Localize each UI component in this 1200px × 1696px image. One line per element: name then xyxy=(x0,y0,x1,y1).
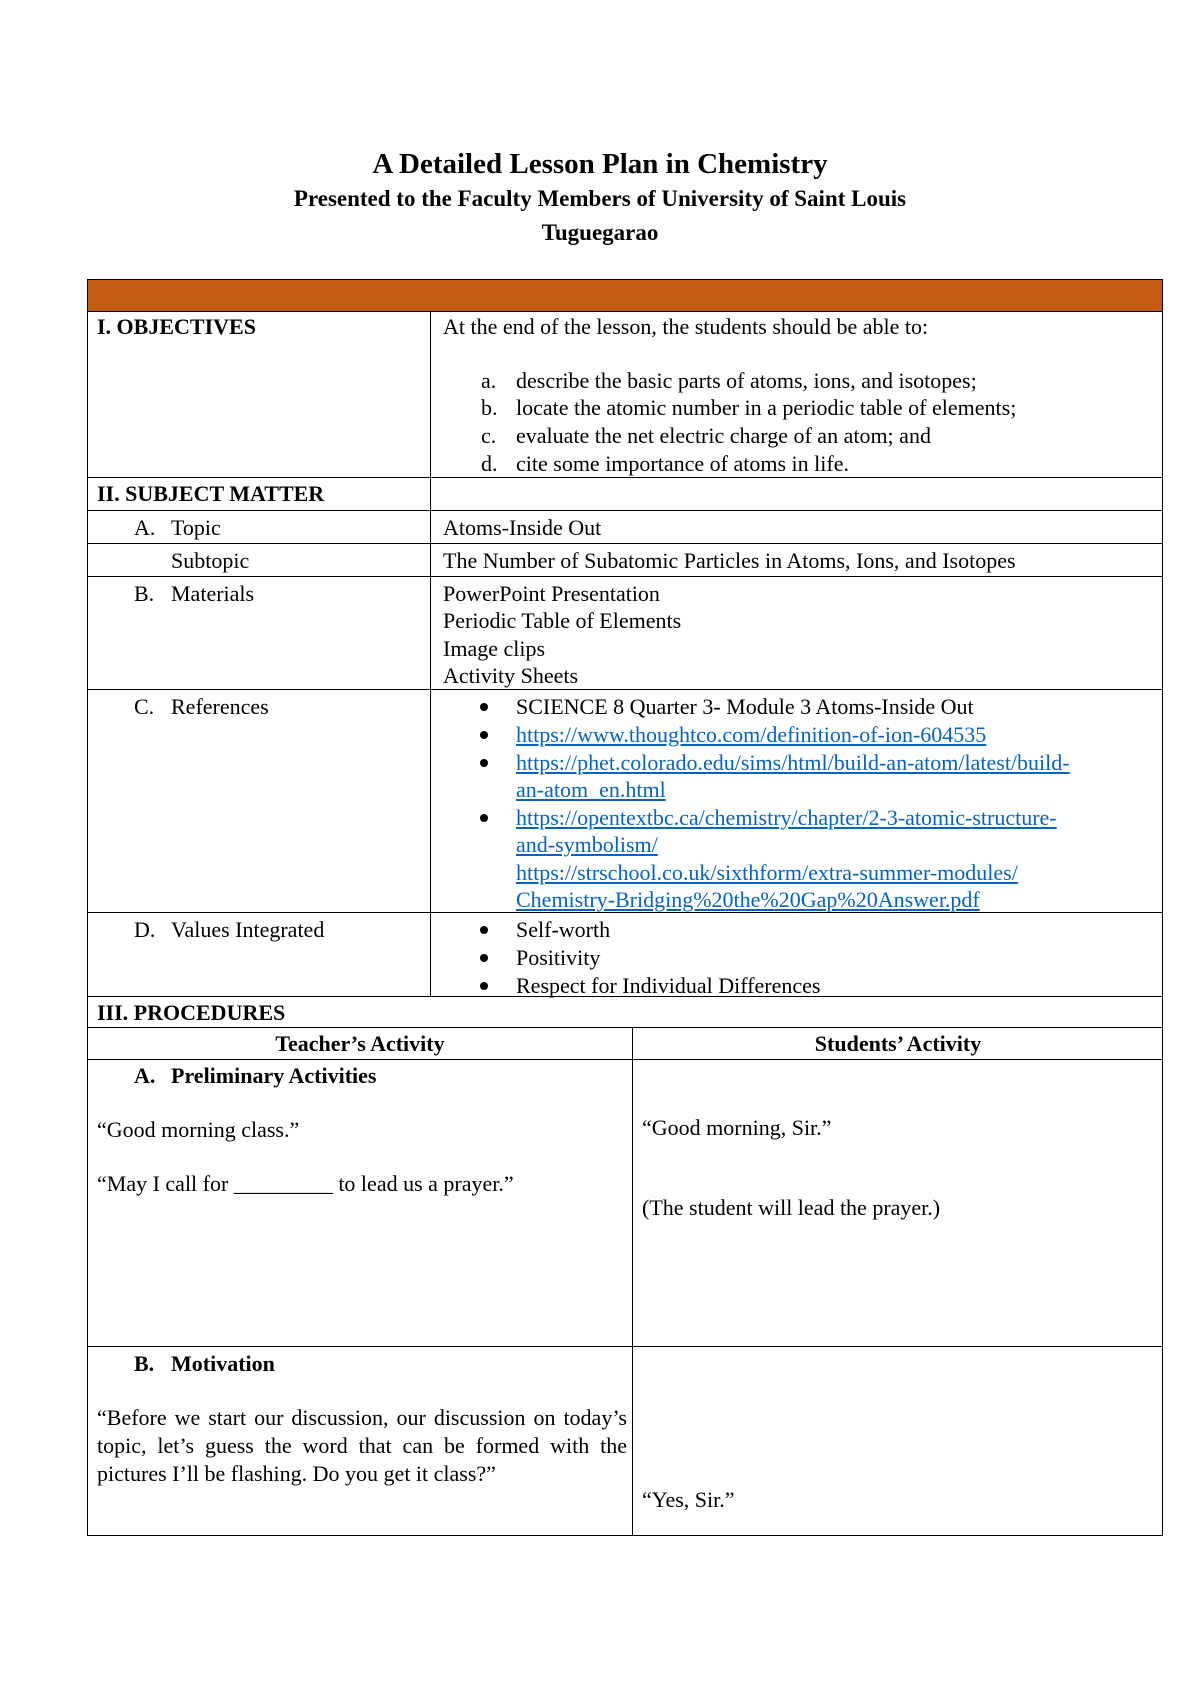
teacher-activity-header: Teacher’s Activity xyxy=(275,1031,445,1056)
row-divider xyxy=(87,510,1163,511)
material-item: Image clips xyxy=(443,636,546,661)
row-divider xyxy=(87,1059,1163,1060)
value-item: Respect for Individual Differences xyxy=(516,973,821,998)
reference-link[interactable]: https://phet.colorado.edu/sims/html/build-an-atom/latest/build- xyxy=(516,750,1070,775)
values-label: Values Integrated xyxy=(171,917,325,942)
row-divider xyxy=(87,311,1163,312)
motivation-teacher-text: “Before we start our discussion, our discussion on today’s topic, let’s guess the word that can be formed with the pictures I’ll be flashing. Do you get it class?” xyxy=(97,1405,627,1486)
topic-label: Topic xyxy=(171,515,221,540)
material-item: Periodic Table of Elements xyxy=(443,608,682,633)
references-label: References xyxy=(171,694,269,719)
reference-link[interactable]: https://strschool.co.uk/sixthform/extra-summer-modules/ xyxy=(516,860,1018,885)
topic-value: Atoms-Inside Out xyxy=(443,515,602,540)
objective-marker: b. xyxy=(481,395,498,420)
preliminary-title: Preliminary Activities xyxy=(171,1063,377,1088)
objective-item: evaluate the net electric charge of an atom; and xyxy=(516,423,931,448)
row-divider xyxy=(87,689,1163,690)
objectives-intro: At the end of the lesson, the students should be able to: xyxy=(443,314,929,339)
materials-marker: B. xyxy=(134,581,155,606)
objective-item: describe the basic parts of atoms, ions, and isotopes; xyxy=(516,368,977,393)
bullet-icon xyxy=(480,703,488,711)
reference-link[interactable]: Chemistry-Bridging%20the%20Gap%20Answer.pdf xyxy=(516,887,980,912)
column-divider xyxy=(430,311,431,996)
motivation-marker: B. xyxy=(134,1351,155,1376)
material-item: PowerPoint Presentation xyxy=(443,581,660,606)
row-divider xyxy=(87,576,1163,577)
column-divider xyxy=(632,1027,633,1536)
motivation-student-text: “Yes, Sir.” xyxy=(642,1487,735,1512)
row-divider xyxy=(87,1346,1163,1347)
material-item: Activity Sheets xyxy=(443,663,579,688)
value-item: Positivity xyxy=(516,945,601,970)
objective-marker: a. xyxy=(481,368,497,393)
objective-item: locate the atomic number in a periodic table of elements; xyxy=(516,395,1017,420)
bullet-icon xyxy=(480,954,488,962)
bullet-icon xyxy=(480,982,488,990)
teacher-prayer-request: “May I call for _________ to lead us a prayer.” xyxy=(97,1171,514,1196)
row-divider xyxy=(87,1027,1163,1028)
references-marker: C. xyxy=(134,694,155,719)
teacher-greeting: “Good morning class.” xyxy=(97,1117,300,1142)
topic-marker: A. xyxy=(134,515,156,540)
bullet-icon xyxy=(480,814,488,822)
subtopic-value: The Number of Subatomic Particles in Atoms, Ions, and Isotopes xyxy=(443,548,1016,573)
students-activity-header: Students’ Activity xyxy=(814,1031,982,1056)
subject-matter-heading: II. SUBJECT MATTER xyxy=(97,481,325,506)
bullet-icon xyxy=(480,759,488,767)
objective-item: cite some importance of atoms in life. xyxy=(516,451,849,476)
reference-link[interactable]: https://www.thoughtco.com/definition-of-ion-604535 xyxy=(516,722,987,747)
objective-marker: d. xyxy=(481,451,498,476)
row-divider xyxy=(87,543,1163,544)
preliminary-marker: A. xyxy=(134,1063,156,1088)
row-divider xyxy=(87,477,1163,478)
motivation-title: Motivation xyxy=(171,1351,275,1376)
document-title: A Detailed Lesson Plan in Chemistry xyxy=(372,148,828,180)
objective-marker: c. xyxy=(481,423,497,448)
reference-link[interactable]: and-symbolism/ xyxy=(516,832,658,857)
bullet-icon xyxy=(480,731,488,739)
header-band xyxy=(88,280,1162,312)
student-greeting: “Good morning, Sir.” xyxy=(642,1115,832,1140)
document-subtitle: Presented to the Faculty Members of University of Saint Louis xyxy=(293,186,907,211)
reference-item: SCIENCE 8 Quarter 3- Module 3 Atoms-Inside Out xyxy=(516,694,974,719)
materials-label: Materials xyxy=(171,581,255,606)
subtopic-label: Subtopic xyxy=(171,548,250,573)
reference-link[interactable]: https://opentextbc.ca/chemistry/chapter/2-3-atomic-structure- xyxy=(516,805,1057,830)
value-item: Self-worth xyxy=(516,917,611,942)
document-location: Tuguegarao xyxy=(541,220,659,245)
reference-link[interactable]: an-atom_en.html xyxy=(516,777,666,802)
values-marker: D. xyxy=(134,917,156,942)
procedures-heading: III. PROCEDURES xyxy=(97,1000,286,1025)
bullet-icon xyxy=(480,926,488,934)
student-prayer-note: (The student will lead the prayer.) xyxy=(642,1195,941,1220)
objectives-heading: I. OBJECTIVES xyxy=(97,314,256,339)
